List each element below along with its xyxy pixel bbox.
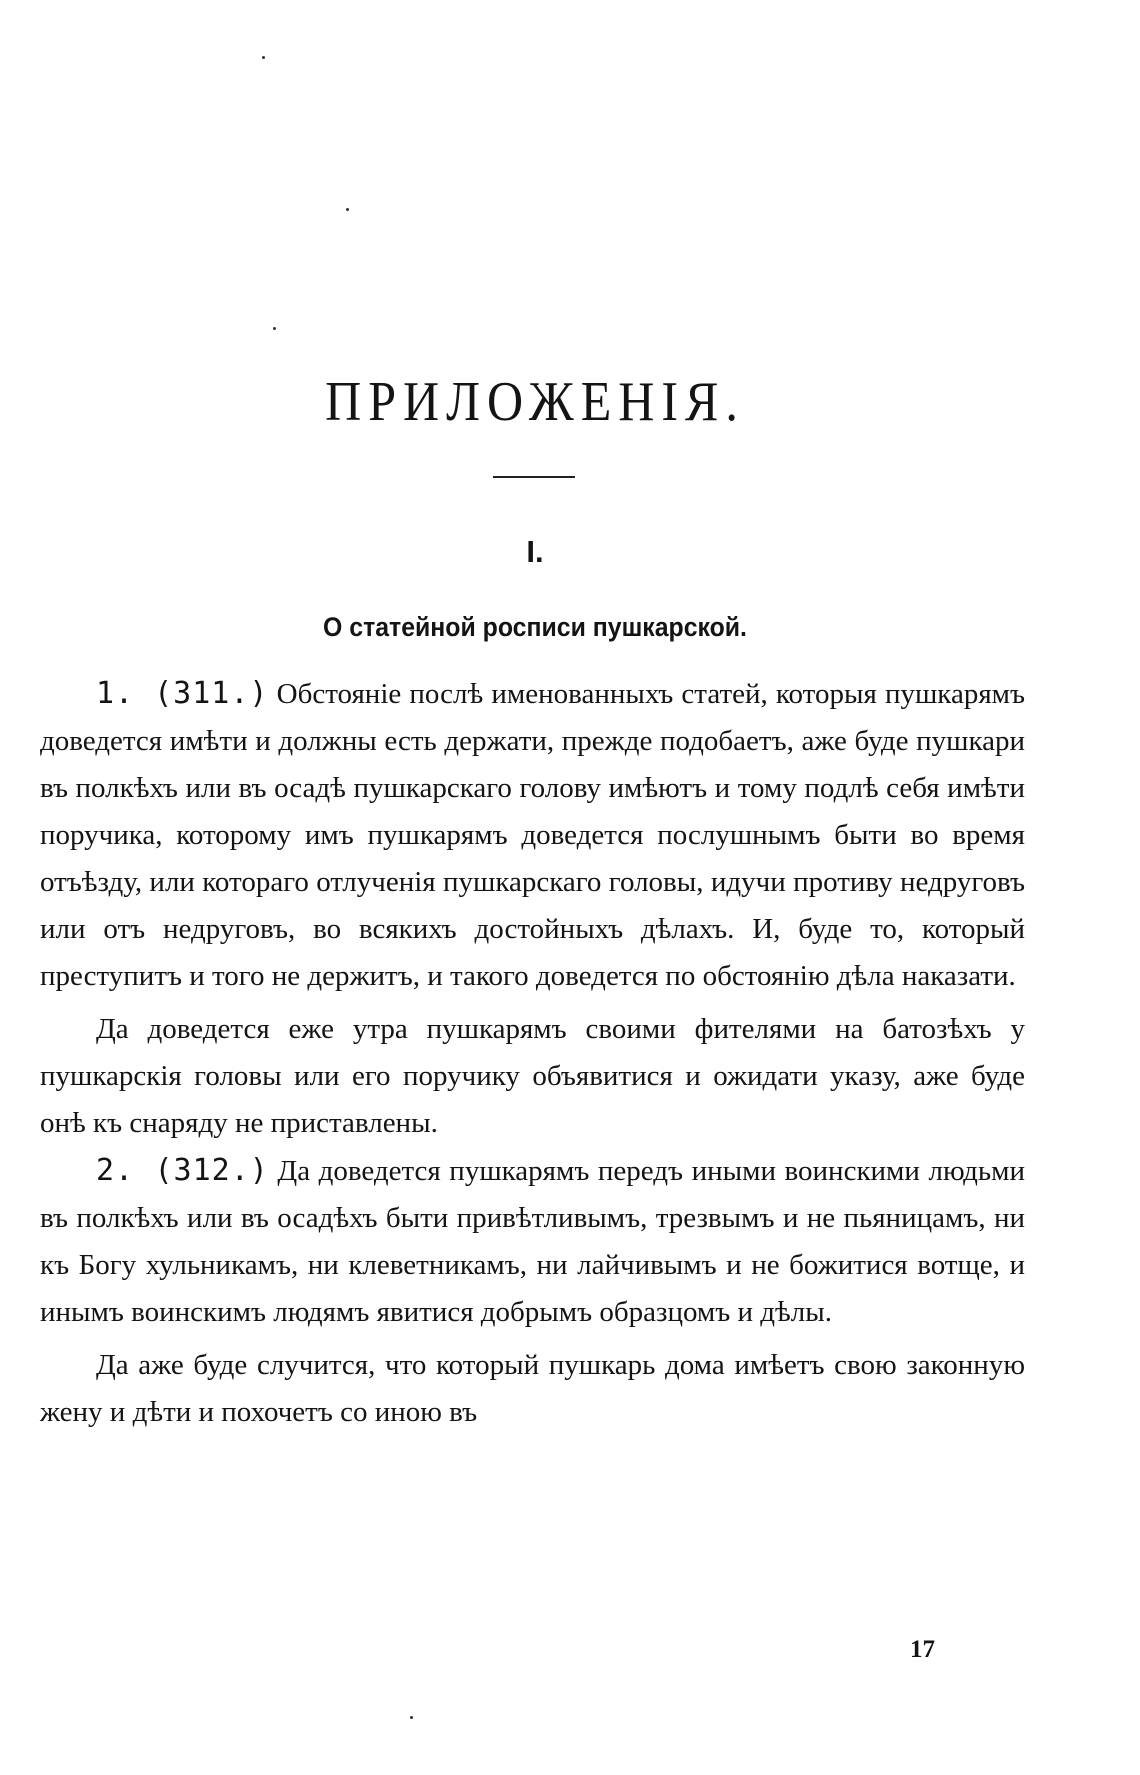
paragraph-text: Да доведется еже утра пушкарямъ своими фителями на батозѣхъ у пушкарскія головы или его поручику объявитися и ожидати указу, аже буде онѣ къ снаряду не приставлены. xyxy=(40,1013,1025,1139)
paragraph-text: Да аже буде случится, что который пушкарь дома имѣетъ свою законную жену и дѣти и похочетъ со иною въ xyxy=(40,1349,1025,1428)
scan-speck xyxy=(346,208,349,211)
paragraph xyxy=(40,1342,1025,1436)
article-paragraph xyxy=(40,1147,1025,1336)
title-divider xyxy=(493,476,575,478)
page-number: 17 xyxy=(910,1636,935,1663)
scan-speck xyxy=(273,327,276,330)
body-text xyxy=(40,670,1025,1436)
section-number: I. xyxy=(526,534,544,569)
article-paragraph xyxy=(40,670,1025,1000)
article-number: 2. (312.) xyxy=(96,1153,269,1188)
paragraph-text: Да доведется пушкарямъ передъ иными воинскими людьми въ полкѣхъ или въ осадѣхъ быти привѣтливымъ, трезвымъ и не пьяницамъ, ни къ Богу хульникамъ, ни клеветникамъ, ни лайчивымъ и не божитися вотще, и инымъ воинскимъ людямъ явитися добрымъ образцомъ и дѣлы. xyxy=(40,1155,1025,1328)
article-number: 1. (311.) xyxy=(96,676,269,711)
section-heading: О статейной росписи пушкарской. xyxy=(323,612,747,642)
scan-speck xyxy=(410,1716,413,1719)
page-title: ПРИЛОЖЕНІЯ. xyxy=(325,369,745,433)
paragraph xyxy=(40,1006,1025,1147)
scan-speck xyxy=(262,56,265,59)
paragraph-text: Обстояніе послѣ именованныхъ статей, которыя пушкарямъ доведется имѣти и должны есть держати, прежде подобаетъ, аже буде пушкари въ полкѣхъ или въ осадѣ пушкарскаго голову имѣютъ и тому подлѣ себя имѣти поручика, которому имъ пушкарямъ доведется послушнымъ быти во время отъѣзду, или котораго отлученія пушкарскаго головы, идучи противу недруговъ или отъ недруговъ, во всякихъ достойныхъ дѣлахъ. И, буде то, который преступитъ и того не держитъ, и такого доведется по обстоянію дѣла наказати. xyxy=(40,678,1026,992)
